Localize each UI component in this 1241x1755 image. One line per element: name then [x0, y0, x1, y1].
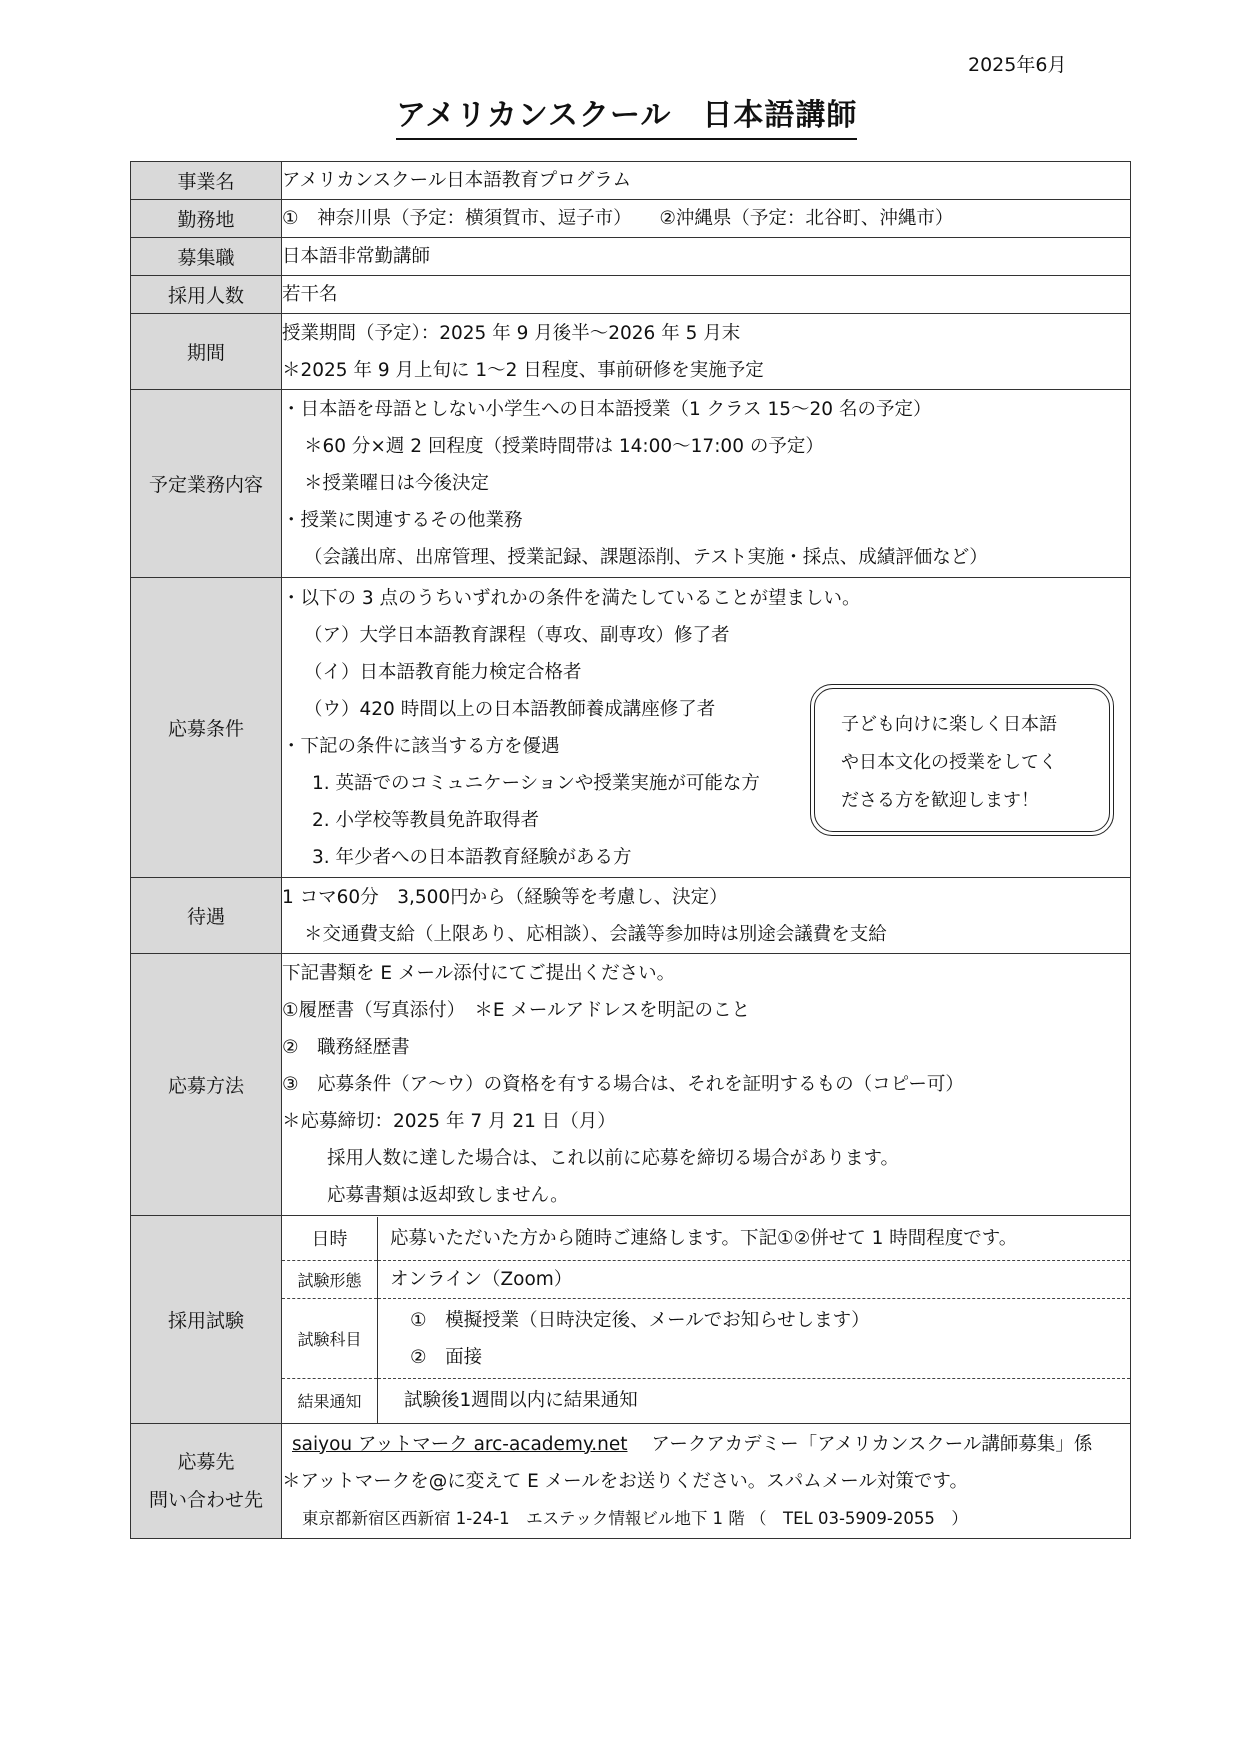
contact-email-link[interactable]: saiyou アットマーク arc-academy.net — [292, 1433, 628, 1455]
contact-label-line: 応募先 — [177, 1451, 235, 1473]
requirements-line: ・下記の条件に該当する方を優遇 — [282, 735, 560, 757]
row-value-duties — [282, 390, 1131, 578]
apply-line: ①履歴書（写真添付） ＊E メールアドレスを明記のこと — [282, 1000, 750, 1021]
row-value-period — [282, 314, 1131, 390]
exam-format-label: 試験形態 — [282, 1261, 378, 1299]
exam-schedule-label: 日時 — [282, 1217, 378, 1261]
row-label-apply: 応募方法 — [131, 954, 282, 1216]
exam-schedule-value: 応募いただいた方から随時ご連絡します。下記①②併せて 1 時間程度です。 — [390, 1227, 1018, 1249]
welcome-note-line: ださる方を歓迎します！ — [841, 790, 1039, 811]
exam-subtable — [282, 1217, 1130, 1423]
contact-department: アークアカデミー「アメリカンスクール講師募集」係 — [651, 1433, 1093, 1455]
period-line: 授業期間（予定）：2025 年 9 月後半～2026 年 5 月末 — [282, 322, 741, 344]
exam-subject-line: ① 模擬授業（日時決定後、メールでお知らせします） — [410, 1309, 870, 1331]
pay-line: ＊交通費支給（上限あり、応相談）、会議等参加時は別途会議費を支給 — [304, 923, 887, 945]
welcome-note-line: や日本文化の授業をしてく — [841, 752, 1057, 773]
row-label-headcount: 採用人数 — [131, 276, 282, 314]
row-value-requirements — [282, 578, 1131, 878]
row-value-exam — [282, 1216, 1131, 1424]
duties-line: ＊授業曜日は今後決定 — [304, 473, 490, 494]
period-line: ＊2025 年 9 月上旬に 1～2 日程度、事前研修を実施予定 — [282, 359, 764, 381]
row-value-pay — [282, 878, 1131, 954]
pay-line: 1 コマ60分 3,500円から（経験等を考慮し、決定） — [282, 886, 728, 908]
exam-result-label: 結果通知 — [282, 1379, 378, 1423]
welcome-note-box — [810, 684, 1114, 836]
exam-format-value: オンライン（Zoom） — [378, 1261, 1131, 1299]
row-label-position: 募集職 — [131, 238, 282, 276]
contact-label-line: 問い合わせ先 — [148, 1489, 263, 1511]
apply-line: 採用人数に達した場合は、これ以前に応募を締切る場合があります。 — [327, 1148, 900, 1169]
contact-address: 東京都新宿区西新宿 1-24-1 エステック情報ビル地下 1 階 （ TEL 03-5909-2055 ） — [302, 1508, 968, 1528]
row-value-apply — [282, 954, 1131, 1216]
exam-subject-line: ② 面接 — [410, 1346, 483, 1368]
requirements-line: ・以下の 3 点のうちいずれかの条件を満たしていることが望ましい。 — [282, 587, 861, 609]
requirements-line: （ウ）420 時間以上の日本語教師養成講座修了者 — [304, 698, 716, 720]
requirements-line: （ア）大学日本語教育課程（専攻、副専攻）修了者 — [304, 624, 730, 646]
requirements-line: （イ）日本語教育能力検定合格者 — [304, 661, 582, 683]
requirements-line: 3. 年少者への日本語教育経験がある方 — [312, 846, 632, 868]
row-value-position: 日本語非常勤講師 — [282, 238, 1131, 276]
row-label-pay: 待遇 — [131, 878, 282, 954]
row-value-headcount: 若干名 — [282, 276, 1131, 314]
duties-line: （会議出席、出席管理、授業記録、課題添削、テスト実施・採点、成績評価など） — [304, 547, 988, 568]
exam-subjects-label: 試験科目 — [282, 1299, 378, 1379]
apply-line: ③ 応募条件（ア～ウ）の資格を有する場合は、それを証明するもの（コピー可） — [282, 1074, 964, 1095]
apply-line: ＊応募締切：2025 年 7 月 21 日（月） — [282, 1111, 616, 1132]
contact-spam-note: ＊アットマークを@に変えて E メールをお送りください。スパムメール対策です。 — [282, 1470, 968, 1492]
row-value-contact — [282, 1424, 1131, 1539]
duties-line: ＊60 分×週 2 回程度（授業時間帯は 14:00～17:00 の予定） — [304, 436, 824, 457]
row-label-period: 期間 — [131, 314, 282, 390]
apply-line: 応募書類は返却致しません。 — [327, 1185, 569, 1206]
row-label-exam: 採用試験 — [131, 1216, 282, 1424]
welcome-note-line: 子ども向けに楽しく日本語 — [841, 714, 1057, 735]
row-value-location: ① 神奈川県（予定：横須賀市、逗子市） ②沖縄県（予定：北谷町、沖縄市） — [282, 200, 1131, 238]
row-value-project: アメリカンスクール日本語教育プログラム — [282, 162, 1131, 200]
document-date: 2025年6月 — [968, 54, 1067, 76]
duties-line: ・授業に関連するその他業務 — [282, 510, 523, 531]
row-label-duties: 予定業務内容 — [131, 390, 282, 578]
job-posting-table — [130, 161, 1131, 1539]
apply-line: ② 職務経歴書 — [282, 1037, 410, 1058]
exam-result-value: 試験後1週間以内に結果通知 — [378, 1379, 1131, 1423]
row-label-location: 勤務地 — [131, 200, 282, 238]
apply-line: 下記書類を E メール添付にてご提出ください。 — [282, 963, 676, 984]
row-label-contact — [131, 1424, 282, 1539]
row-label-project: 事業名 — [131, 162, 282, 200]
exam-subjects-value — [378, 1299, 1131, 1379]
row-label-requirements: 応募条件 — [131, 578, 282, 878]
page-title: アメリカンスクール 日本語講師 — [396, 98, 857, 140]
duties-line: ・日本語を母語としない小学生への日本語授業（1 クラス 15～20 名の予定） — [282, 399, 932, 420]
requirements-line: 1. 英語でのコミュニケーションや授業実施が可能な方 — [312, 772, 760, 794]
requirements-line: 2. 小学校等教員免許取得者 — [312, 809, 540, 831]
